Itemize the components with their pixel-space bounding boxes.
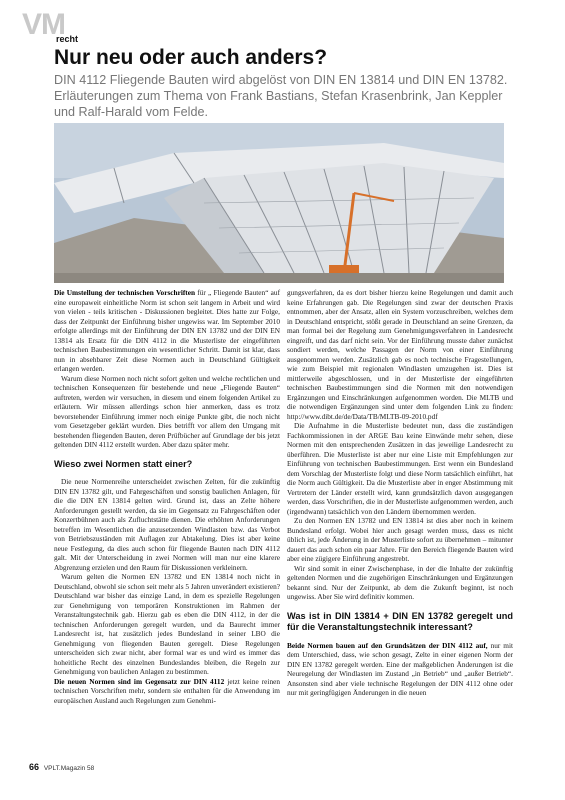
paragraph-text: jetzt keine reinen technischen Vorschriften mehr, sondern sie enthalten für die Anwendung im europäischen Ausland auch Regelungen zum Genehmi-: [54, 676, 280, 705]
logo-vm: VM: [22, 8, 65, 41]
section-heading: Was ist in DIN 13814 + DIN EN 13782 geregelt und für die Veranstaltungstechnik interessant?: [287, 610, 513, 632]
paragraph: Warum gelten die Normen EN 13782 und EN 13814 noch nicht in Deutschland, obwohl sie schon seit mehr als 5 Jahren unverändert existieren? Deutschland war bisher das einzige Land, in dem es spezielle Regelungen zur Genehmigung von temporären Konstruktionen im Rahmen der Veranstaltungstechnik gab. Hierzu gab es eben die DIN 4112, in der die technischen Anforderungen geregelt wurden, und da Baurecht immer Landesrecht ist, hat zusätzlich jedes Bundesland in seiner LBO die Genehmigung von fliegenden Bauten geregelt. Diese Regelungen unterscheiden sich zwar nicht, aber formal war es und wird es immer das hoheitliche Recht des einzelnen Bundeslandes bleiben, die Regeln zur Genehmigung von baulichen Anlagen zu bestimmen.: [54, 572, 280, 676]
paragraph: gungsverfahren, da es dort bisher hierzu keine Regelungen und damit auch keine Erfahrungen gab. Die Regelungen sind zwar der deutschen Praxis entnommen, aber der Ansatz, allen ein System vorzuschreiben, welches dem in Deutschland entspricht, stößt gerade in Deutschland an seine Grenzen, da man formal bei der Regelung zum Genehmigungsverfahren in Landesrecht eingreift, und das darf nicht sein. Vor der Einführung musste daher zunächst sondiert werden, welche Passagen der Norm von einer Einführung ausgenommen werden. Zusätzlich gab es noch technische Fragestellungen, wie zum Beispiel mit regionalen Windlasten umzugehen ist. Dies ist mittlerweile abgeschlossen, und in der Musterliste der eingeführten technischen Baubestimmungen sind die Normen mit den notwendigen Ergänzungen und Einschränkungen aufgenommen worden. Die MLTB und die notwendigen Ergänzungen sind unter dem folgenden Link zu finden: http://www.dibt.de/de/Data/TB/MLTB-09-2010.pdf: [287, 288, 513, 421]
tent-structure-illustration: [54, 123, 504, 283]
paragraph-text: für „ Fliegende Bauten“ auf eine europaweit einheitliche Norm ist schon seit langem in Arbeit und wird von vielen - teils kritischen - Diskussionen begleitet. Dies hatte zur Folge, dass der Zeitpunkt der Einführung bisher ungewiss war. Im September 2010 erfolgte allerdings mit der Einführung der DIN EN 13782 und der DIN EN 13814 als Ersatz für die DIN 4112 in die Musterliste der eingeführten technischen Baubestimmungen ein wesentlicher Schritt. Damit ist klar, dass nun in absehbarer Zeit diese Normen auch in Deutschland Gültigkeit erlangen werden.: [54, 288, 281, 373]
paragraph: Wir sind somit in einer Zwischenphase, in der die Inhalte der zukünftig geltenden Normen und die zugehörigen Einschränkungen und Ergänzungen bekannt sind. Nur der Zeitpunkt, ab dem die Zukunft beginnt, ist noch ungewiss. Aber Sie wird definitiv kommen.: [287, 563, 513, 601]
page-footer: [29, 762, 94, 772]
article-column-right: [287, 288, 513, 698]
lead-in: Die Umstellung der technischen Vorschriften: [54, 288, 196, 297]
article-subtitle: DIN 4112 Fliegende Bauten wird abgelöst von DIN EN 13814 und DIN EN 13782. Erläuterungen zum Thema von Frank Bastians, Stefan Krasenbrink, Jan Keppler und Ralf-Harald vom Felde.: [54, 73, 508, 119]
magazine-name: VPLT.Magazin 58: [43, 765, 95, 772]
paragraph: Die neue Normenreihe unterscheidet zwischen Zelten, für die zukünftig DIN EN 13782 gilt, und Fahrgeschäften und sonstig baulichen Anlagen, für die die DIN EN 13814 gelten wird. Grund ist, dass an Zelte höhere Anforderungen gestellt werden, da sie im Gegensatz zu Fahrgeschäften oder Konzertbühnen auch als Zufluchtstätte dienen. Die erhöhten Anforderungen betreffen im Wesentlichen die anzusetzenden Windlasten bzw. das Verbot von Betriebszuständen mit Auflagen zur Abtakelung. Dies ist aber keine neue Festlegung, da dies auch schon für fliegende Bauten nach DIN 4112 galt. Mit der Unterscheidung in zwei Normen will man nur eine klarere Abgrenzung erzielen und den Raum für Diskussionen verkleinern.: [54, 477, 280, 572]
article-column-left: [54, 288, 280, 705]
tent-roof-photo: [54, 123, 504, 283]
paragraph: Die Aufnahme in die Musterliste bedeutet nun, dass die zuständigen Fachkommissionen in der ARGE Bau keine Einwände mehr sehen, diese Normen mit den entsprechenden Zusätzen in das jeweilige Landesrecht zu überführen. Die Musterliste ist aber nur eine Liste mit Empfehlungen zur Einführung von technischen Baubestimmungen. Erst wenn ein Bundesland dem Vorschlag der Musterliste folgt und diese Norm tatsächlich einführt, hat die Norm auch Gültigkeit. Da die Musterliste aber in enger Abstimmung mit Vertretern der Länder erstellt wird, kann grundsätzlich davon ausgegangen werden, dass Vorschriften, die in der Musterliste aufgenommen werden, auch (irgendwann) tatsächlich von den Ländern übernommen werden.: [287, 421, 513, 516]
lead-in: Die neuen Normen sind im Gegensatz zur DIN 4112: [54, 676, 225, 686]
article-title: Nur neu oder auch anders?: [54, 46, 328, 69]
logo-section-recht: recht: [56, 34, 79, 44]
page-number: 66: [29, 762, 40, 772]
paragraph: Warum diese Normen noch nicht sofort gelten und welche rechtlichen und technischen Konsequenzen für bestehende und neue „Fliegende Bauten“ auftreten, werden wir versuchen, in diesem und einem folgenden Artikel zu erläutern. Wir müssen allerdings schon hier anmerken, dass es trotz bevorstehender Einführung immer noch einige Punkte gibt, die noch nicht vom Gesetzgeber geklärt wurden. Dies betrifft vor allem den Umgang mit bestehenden fliegenden Bauten, deren Prüfbücher auf Grundlage der bis jetzt geltenden DIN 4112 erstellt wurden. Aber dazu später mehr.: [54, 373, 280, 449]
section-heading: Wieso zwei Normen statt einer?: [54, 458, 193, 469]
paragraph: [54, 288, 280, 374]
paragraph: [287, 641, 513, 698]
magazine-section-logo: [22, 8, 112, 46]
paragraph: [54, 677, 280, 706]
paragraph-text: nur mit dem Unterschied, dass, wie schon gesagt, Zelte in einer eigenen Norm der DIN EN 13782 geregelt werden. Eine der maßgeblichen Änderungen ist die Neuregelung der Windlasten im Zustand „in Betrieb“ und „außer Betrieb“. Ansonsten sind aber viele technische Regelungen der DIN 4112 ohne oder nur mit geringfügigen Änderungen in die neuen: [287, 640, 513, 697]
lead-in: Beide Normen bauen auf den Grundsätzen der DIN 4112 auf,: [287, 640, 488, 650]
paragraph: Zu den Normen EN 13782 und EN 13814 ist dies aber noch in keinem Bundesland erfolgt. Wobei hier auch gesagt werden muss, dass es nicht üblich ist, jede Änderung in der Musterliste sofort zu übernehmen – mitunter dauert das auch schon ein paar Jahre. Für den Bereich fliegende Bauten wird aber eine zügigere Einführung angestrebt.: [287, 516, 513, 563]
